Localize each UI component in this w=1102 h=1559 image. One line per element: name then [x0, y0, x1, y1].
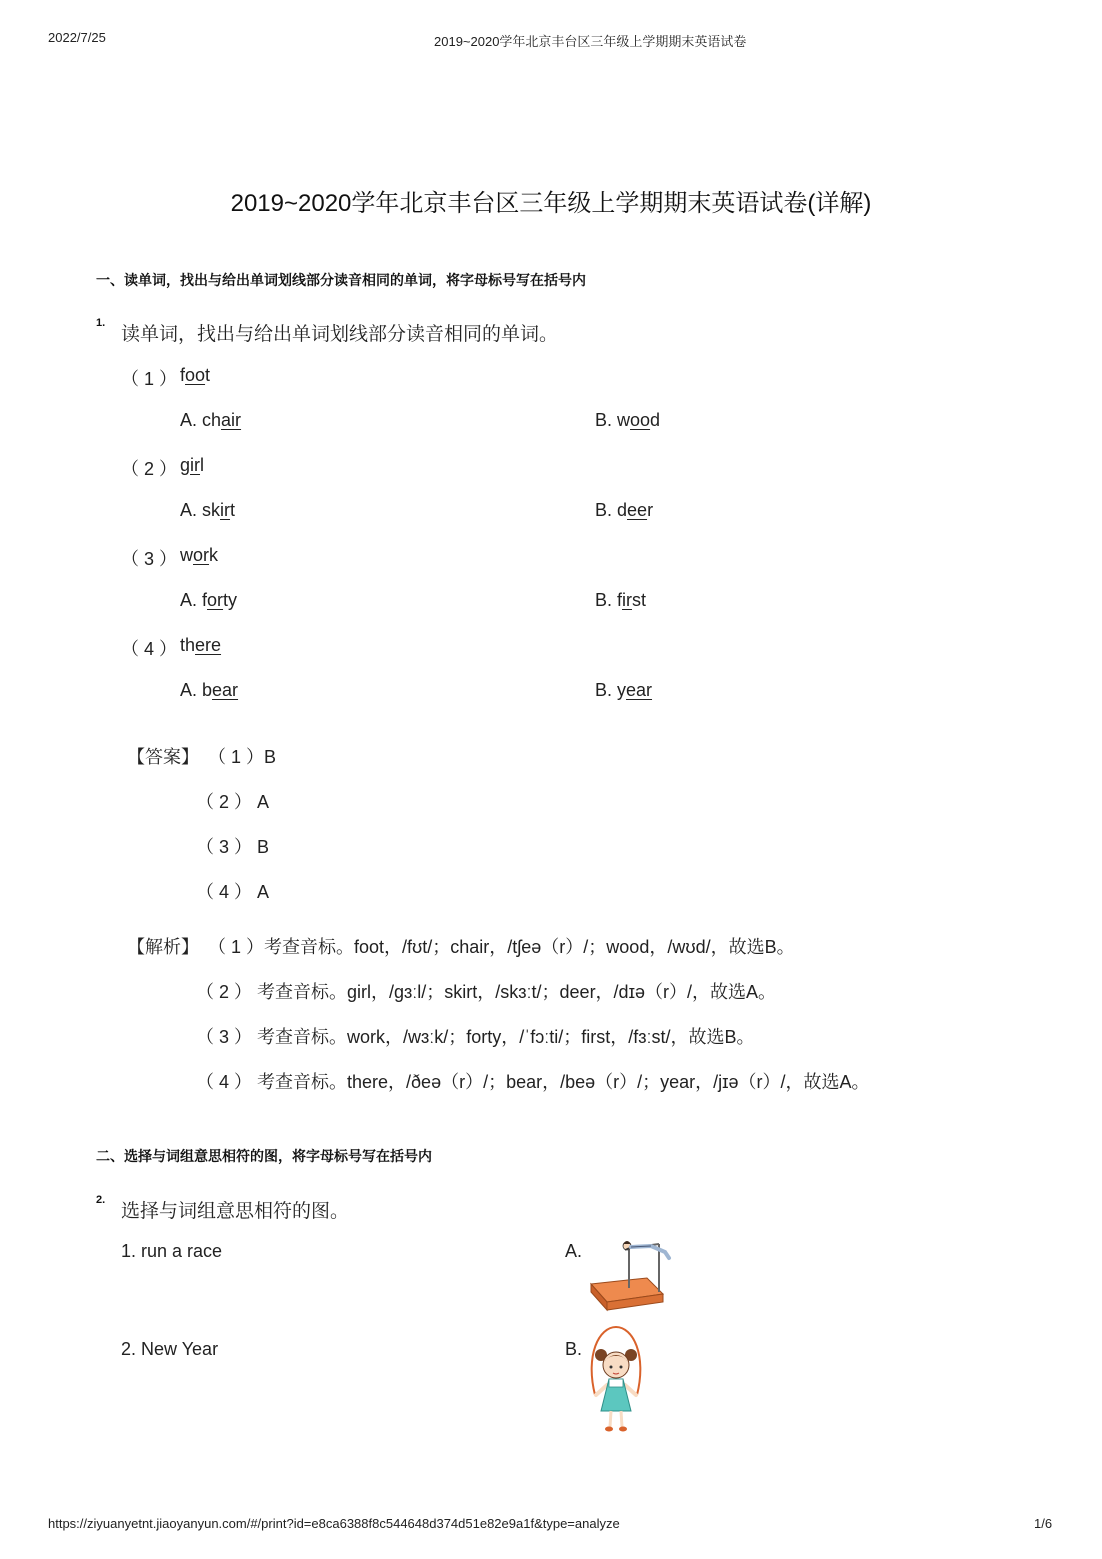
answer-label: 【答案】 [127, 747, 199, 767]
section-1-heading: 一、读单词，找出与给出单词划线部分读音相同的单词，将字母标号写在括号内 [96, 272, 586, 288]
print-url: https://ziyuanyetnt.jiaoyanyun.com/#/print?id=e8ca6388f8c544648d374d51e82e9a1f&type=analyze [48, 1516, 620, 1531]
question-1-stem: 读单词，找出与给出单词划线部分读音相同的单词。 [121, 324, 559, 345]
answer-3: （ 3 ） B [196, 837, 270, 857]
analysis-2: （ 2 ） 考查音标。girl，/gɜːl/；skirt，/skɜːt/；deer，/dɪə（r）/，故选A。 [196, 982, 776, 1002]
item-3-word: work [180, 545, 219, 565]
print-date: 2022/7/25 [48, 30, 106, 45]
item-3-label: （ 3 ） [121, 549, 178, 569]
item-2-option-b: B. deer [595, 500, 654, 520]
item-2-label: （ 2 ） [121, 459, 178, 479]
option-a-label: A. [565, 1241, 583, 1261]
answer-2: （ 2 ） A [196, 792, 270, 812]
girl-skipping-rope-picture [585, 1325, 647, 1437]
question-2-stem: 选择与词组意思相符的图。 [121, 1201, 350, 1222]
item-4-option-b: B. year [595, 680, 653, 700]
item-4-option-a: A. bear [180, 680, 239, 700]
analysis-label: 【解析】 [127, 937, 199, 957]
phrase-1: 1. run a race [121, 1241, 223, 1261]
item-1-option-b: B. wood [595, 410, 661, 430]
question-1-number: 1. [96, 317, 106, 329]
gymnast-on-bar-picture [585, 1232, 677, 1314]
answer-1: （ 1 ）B [208, 747, 277, 767]
item-2-word: girl [180, 455, 205, 475]
item-4-label: （ 4 ） [121, 639, 178, 659]
item-3-option-b: B. first [595, 590, 647, 610]
section-2-heading: 二、选择与词组意思相符的图，将字母标号写在括号内 [96, 1148, 432, 1164]
print-header-title: 2019~2020学年北京丰台区三年级上学期期末英语试卷 [434, 34, 747, 49]
option-b-label: B. [565, 1339, 583, 1359]
item-1-option-a: A. chair [180, 410, 242, 430]
item-3-option-a: A. forty [180, 590, 238, 610]
item-1-label: （ 1 ） [121, 369, 178, 389]
item-4-word: there [180, 635, 222, 655]
answer-4: （ 4 ） A [196, 882, 270, 902]
phrase-2: 2. New Year [121, 1339, 219, 1359]
page-title: 2019~2020学年北京丰台区三年级上学期期末英语试卷(详解) [230, 190, 872, 217]
analysis-4: （ 4 ） 考查音标。there，/ðeə（r）/；bear，/beə（r）/；year，/jɪə（r）/，故选A。 [196, 1072, 870, 1092]
question-2-number: 2. [96, 1194, 106, 1206]
analysis-1: （ 1 ）考查音标。foot，/fʊt/；chair，/tʃeə（r）/；wood，/wʊd/，故选B。 [208, 937, 795, 957]
page-number: 1/6 [1034, 1516, 1053, 1531]
item-1-word: foot [180, 365, 211, 385]
analysis-3: （ 3 ） 考查音标。work，/wɜːk/；forty，/ˈfɔːti/；first，/fɜːst/，故选B。 [196, 1027, 755, 1047]
item-2-option-a: A. skirt [180, 500, 236, 520]
